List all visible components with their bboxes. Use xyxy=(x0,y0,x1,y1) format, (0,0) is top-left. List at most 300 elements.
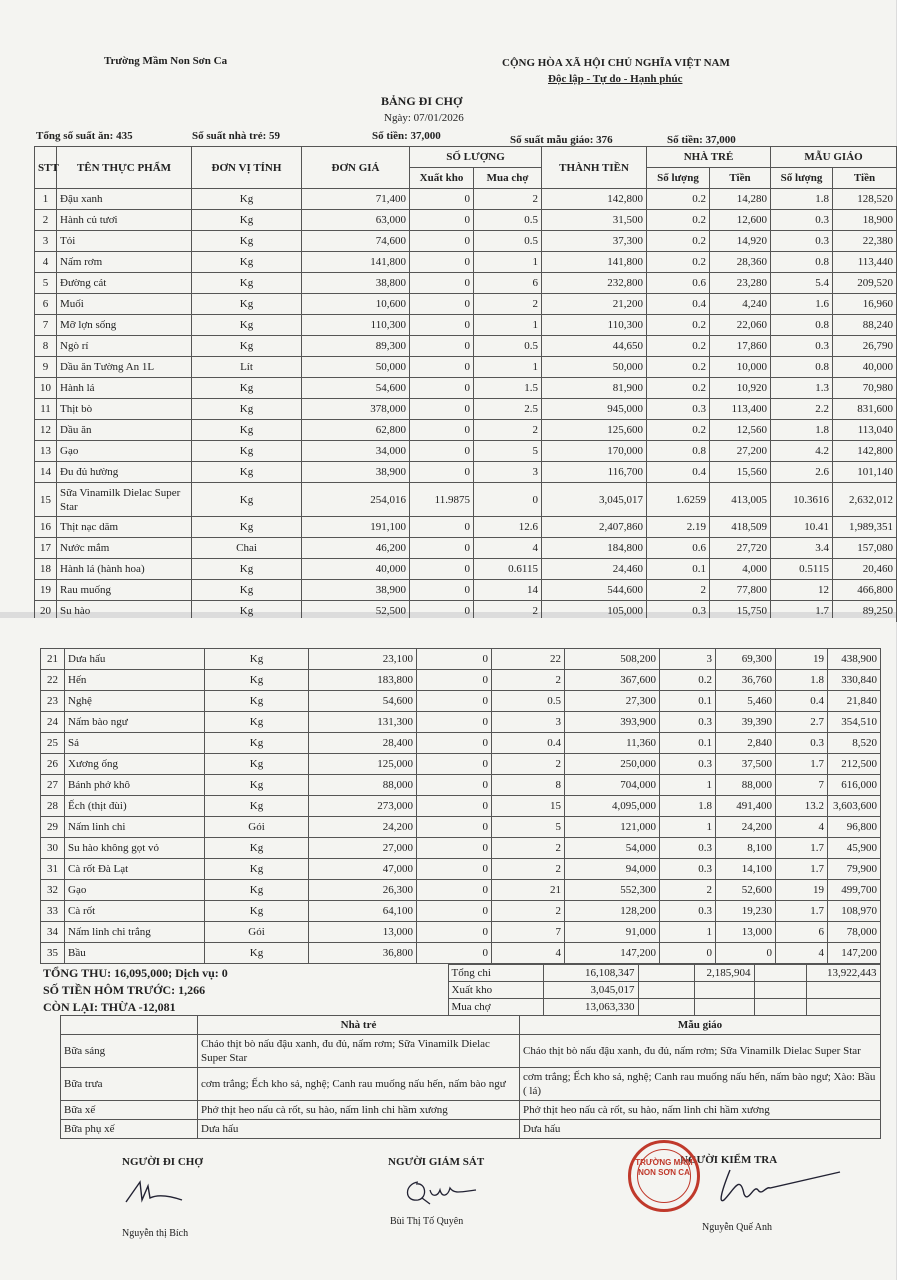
table-cell: 0.3 xyxy=(771,210,833,231)
table-cell: Nấm rơm xyxy=(57,252,192,273)
table-cell: 52,600 xyxy=(716,880,776,901)
table-cell: 0.3 xyxy=(647,601,710,622)
meal-name: Bữa sáng xyxy=(61,1035,198,1068)
table-cell: 354,510 xyxy=(828,712,881,733)
table-cell: 183,800 xyxy=(309,670,417,691)
col-kinder-qty: Số lượng xyxy=(771,168,833,189)
table-cell: 54,600 xyxy=(302,378,410,399)
table-cell: 16,960 xyxy=(833,294,897,315)
table-cell: 28,400 xyxy=(309,733,417,754)
table-cell: 0.2 xyxy=(647,336,710,357)
table-cell: 131,300 xyxy=(309,712,417,733)
table-cell: Kg xyxy=(192,601,302,622)
table-cell: Rau muống xyxy=(57,580,192,601)
school-stamp xyxy=(628,1140,700,1212)
table-cell: 2 xyxy=(492,754,565,775)
table-row xyxy=(41,880,881,901)
table-cell: Kg xyxy=(205,838,309,859)
col-stock: Xuất kho xyxy=(410,168,474,189)
table-cell: 367,600 xyxy=(565,670,660,691)
page-top xyxy=(0,0,896,617)
table-cell: Kg xyxy=(205,754,309,775)
table-cell: 19,230 xyxy=(716,901,776,922)
table-cell: 7 xyxy=(492,922,565,943)
table-cell: 2.7 xyxy=(776,712,828,733)
table-cell: Ngò rí xyxy=(57,336,192,357)
table-cell: 12,560 xyxy=(710,420,771,441)
table-cell: 2 xyxy=(492,670,565,691)
table-cell: 0 xyxy=(410,294,474,315)
table-cell: 3,045,017 xyxy=(542,483,647,517)
table-cell: 499,700 xyxy=(828,880,881,901)
table-row xyxy=(41,754,881,775)
table-cell: 0 xyxy=(410,231,474,252)
kinder-money: Số tiền: 37,000 xyxy=(667,134,736,146)
table-cell: 4 xyxy=(474,538,542,559)
table-cell: 8,100 xyxy=(716,838,776,859)
table-cell: 38,800 xyxy=(302,273,410,294)
table-cell: 1.7 xyxy=(776,901,828,922)
table-cell: Lít xyxy=(192,357,302,378)
table-cell: 1.5 xyxy=(474,378,542,399)
table-cell: 945,000 xyxy=(542,399,647,420)
table-cell: 6 xyxy=(474,273,542,294)
table-cell: 0.2 xyxy=(647,378,710,399)
table-cell: Mỡ lợn sống xyxy=(57,315,192,336)
table-cell: 40,000 xyxy=(302,559,410,580)
table-cell: 10.3616 xyxy=(771,483,833,517)
table-cell: 0 xyxy=(410,378,474,399)
table-cell: Thịt nạc dăm xyxy=(57,517,192,538)
table-cell: 1 xyxy=(660,817,716,838)
table-cell: 0 xyxy=(410,315,474,336)
table-cell: Hến xyxy=(65,670,205,691)
table-cell: Kg xyxy=(205,649,309,670)
table-cell: 393,900 xyxy=(565,712,660,733)
table-cell: 0.3 xyxy=(771,231,833,252)
table-cell: 0 xyxy=(417,691,492,712)
table-cell: Kg xyxy=(192,399,302,420)
table-cell: 1.7 xyxy=(776,838,828,859)
total-spent-label: Tổng chi xyxy=(448,965,543,982)
table-cell: 20 xyxy=(35,601,57,622)
table-cell: 0 xyxy=(417,775,492,796)
table-cell: 0.2 xyxy=(647,189,710,210)
table-cell: 13,000 xyxy=(309,922,417,943)
school-name: Trường Mầm Non Sơn Ca xyxy=(104,55,228,67)
table-cell: 44,650 xyxy=(542,336,647,357)
stock-out-label: Xuất kho xyxy=(448,982,543,999)
table-cell: 31,500 xyxy=(542,210,647,231)
table-cell: 0 xyxy=(417,859,492,880)
table-cell: 13,000 xyxy=(716,922,776,943)
table-cell: 704,000 xyxy=(565,775,660,796)
table-cell: 38,900 xyxy=(302,462,410,483)
table-cell: 1.6 xyxy=(771,294,833,315)
buyer-title: NGƯỜI ĐI CHỢ xyxy=(122,1156,203,1168)
menu-row xyxy=(61,1120,881,1139)
table-cell: 4 xyxy=(35,252,57,273)
table-cell: 27 xyxy=(41,775,65,796)
table-cell: 2,840 xyxy=(716,733,776,754)
table-cell: 0.1 xyxy=(660,691,716,712)
table-cell: 378,000 xyxy=(302,399,410,420)
table-cell: 0 xyxy=(410,273,474,294)
table-cell: 0 xyxy=(417,754,492,775)
table-cell: 147,200 xyxy=(565,943,660,964)
table-cell: 438,900 xyxy=(828,649,881,670)
table-cell: 0.1 xyxy=(647,559,710,580)
table-cell: 7 xyxy=(35,315,57,336)
table-cell: 24,460 xyxy=(542,559,647,580)
table-cell: 2 xyxy=(660,880,716,901)
table-cell: Chai xyxy=(192,538,302,559)
table-cell: Gạo xyxy=(65,880,205,901)
table-cell: 21,840 xyxy=(828,691,881,712)
meal-kinder: cơm trắng; Ếch kho sả, nghệ; Canh rau muống nấu hến, nấm bào ngư; Xào: Bầu ( lá) xyxy=(520,1068,881,1101)
table-cell: 52,500 xyxy=(302,601,410,622)
table-row xyxy=(35,580,897,601)
table-cell: 0 xyxy=(417,901,492,922)
meal-kinder: Dưa hấu xyxy=(520,1120,881,1139)
table-row xyxy=(35,378,897,399)
table-cell: 4 xyxy=(776,943,828,964)
table-cell: 0 xyxy=(410,420,474,441)
col-kinder-money: Tiền xyxy=(833,168,897,189)
table-cell: 2 xyxy=(35,210,57,231)
table-cell: 3 xyxy=(660,649,716,670)
table-cell: 616,000 xyxy=(828,775,881,796)
table-cell: 110,300 xyxy=(302,315,410,336)
table-cell: Kg xyxy=(205,859,309,880)
table-cell: 10.41 xyxy=(771,517,833,538)
table-cell: 0.6 xyxy=(647,538,710,559)
table-cell: 46,200 xyxy=(302,538,410,559)
table-header-row xyxy=(35,147,897,168)
table-cell: 17,860 xyxy=(710,336,771,357)
table-cell: 1 xyxy=(660,922,716,943)
table-cell: Kg xyxy=(192,462,302,483)
meal-nursery: Phở thịt heo nấu cà rốt, su hào, nấm linh chi hầm xương xyxy=(198,1101,520,1120)
table-cell: 0 xyxy=(417,922,492,943)
table-cell: 26,790 xyxy=(833,336,897,357)
table-cell: Kg xyxy=(192,378,302,399)
table-cell: 2.5 xyxy=(474,399,542,420)
table-cell: 113,440 xyxy=(833,252,897,273)
table-cell: 544,600 xyxy=(542,580,647,601)
table-cell: 466,800 xyxy=(833,580,897,601)
table-cell: 142,800 xyxy=(833,441,897,462)
supervisor-name: Bùi Thị Tố Quyên xyxy=(390,1216,464,1227)
table-cell: 1.8 xyxy=(660,796,716,817)
table-cell: Kg xyxy=(192,517,302,538)
table-cell: 232,800 xyxy=(542,273,647,294)
table-cell: 0.5 xyxy=(474,210,542,231)
table-cell: 0 xyxy=(410,559,474,580)
table-cell: 141,800 xyxy=(542,252,647,273)
table-cell: 0.4 xyxy=(776,691,828,712)
table-cell: 15 xyxy=(492,796,565,817)
table-cell: 12 xyxy=(35,420,57,441)
table-cell: 116,700 xyxy=(542,462,647,483)
total-spent-value: 16,108,347 xyxy=(543,965,638,982)
table-cell: 36,760 xyxy=(716,670,776,691)
table-cell: 0.2 xyxy=(647,315,710,336)
table-cell: 142,800 xyxy=(542,189,647,210)
menu-nursery-header: Nhà trẻ xyxy=(198,1016,520,1035)
table-cell: 37,500 xyxy=(716,754,776,775)
table-cell: 147,200 xyxy=(828,943,881,964)
total-nursery-value: 2,185,904 xyxy=(694,965,754,982)
table-cell: Kg xyxy=(192,483,302,517)
table-cell: 0.5 xyxy=(492,691,565,712)
table-cell: 3,603,600 xyxy=(828,796,881,817)
total-kinder-value: 13,922,443 xyxy=(806,965,880,982)
table-row xyxy=(35,420,897,441)
table-row xyxy=(41,796,881,817)
checker-title: NGƯỜI KIỂM TRA xyxy=(680,1154,778,1166)
table-cell: Đu đủ hường xyxy=(57,462,192,483)
table-cell: 11.9875 xyxy=(410,483,474,517)
table-cell: 0 xyxy=(410,210,474,231)
table-row xyxy=(41,901,881,922)
table-cell: 0.3 xyxy=(771,336,833,357)
table-cell: 0 xyxy=(417,817,492,838)
table-cell: 0.1 xyxy=(660,733,716,754)
table-cell: 34 xyxy=(41,922,65,943)
table-cell: 2.19 xyxy=(647,517,710,538)
col-name: TÊN THỰC PHẨM xyxy=(57,147,192,189)
table-cell: 4,000 xyxy=(710,559,771,580)
table-cell: Gói xyxy=(205,922,309,943)
table-cell: 330,840 xyxy=(828,670,881,691)
table-cell: 13.2 xyxy=(776,796,828,817)
table-cell: Bầu xyxy=(65,943,205,964)
table-cell: 24 xyxy=(41,712,65,733)
table-cell: 1 xyxy=(474,315,542,336)
table-cell: 28 xyxy=(41,796,65,817)
table-cell: 10,000 xyxy=(710,357,771,378)
table-cell: 2,632,012 xyxy=(833,483,897,517)
table-cell: Đường cát xyxy=(57,273,192,294)
table-cell: Kg xyxy=(192,294,302,315)
table-cell: 0.3 xyxy=(776,733,828,754)
food-table-1 xyxy=(34,146,897,622)
table-cell: 3 xyxy=(35,231,57,252)
table-cell: 8,520 xyxy=(828,733,881,754)
table-cell: 15,750 xyxy=(710,601,771,622)
table-cell: 0 xyxy=(660,943,716,964)
table-row xyxy=(35,189,897,210)
table-cell: 26,300 xyxy=(309,880,417,901)
table-cell: 31 xyxy=(41,859,65,880)
table-row xyxy=(35,483,897,517)
table-cell: 413,005 xyxy=(710,483,771,517)
table-cell: Nấm linh chi xyxy=(65,817,205,838)
table-cell: Kg xyxy=(205,775,309,796)
table-cell: 0 xyxy=(474,483,542,517)
table-cell: 19 xyxy=(35,580,57,601)
table-cell: 2 xyxy=(492,838,565,859)
table-cell: 54,000 xyxy=(565,838,660,859)
remaining-balance: CÒN LẠI: THỪA -12,081 xyxy=(43,999,176,1014)
table-cell: 0 xyxy=(410,517,474,538)
table-cell: 105,000 xyxy=(542,601,647,622)
table-cell: Kg xyxy=(192,580,302,601)
table-cell: Dầu ăn Tường An 1L xyxy=(57,357,192,378)
table-row xyxy=(41,691,881,712)
table-cell: 36,800 xyxy=(309,943,417,964)
table-cell: Kg xyxy=(192,420,302,441)
table-cell: 24,200 xyxy=(309,817,417,838)
table-cell: 64,100 xyxy=(309,901,417,922)
table-cell: 4 xyxy=(776,817,828,838)
total-meals: Tổng số suất ăn: 435 xyxy=(36,130,133,142)
table-cell: 108,970 xyxy=(828,901,881,922)
table-cell: 0.8 xyxy=(647,441,710,462)
table-cell: 113,400 xyxy=(710,399,771,420)
table-cell: 20,460 xyxy=(833,559,897,580)
document-date: Ngày: 07/01/2026 xyxy=(384,112,464,124)
table-row xyxy=(41,838,881,859)
nursery-meals: Số suất nhà trẻ: 59 xyxy=(192,130,281,142)
table-cell: 10,600 xyxy=(302,294,410,315)
table-cell: 2,407,860 xyxy=(542,517,647,538)
table-row xyxy=(41,817,881,838)
table-cell: 1.8 xyxy=(776,670,828,691)
table-cell: Hành lá xyxy=(57,378,192,399)
table-cell: 1.8 xyxy=(771,189,833,210)
table-cell: 273,000 xyxy=(309,796,417,817)
col-kinder: MẪU GIÁO xyxy=(771,147,897,168)
table-cell: Sả xyxy=(65,733,205,754)
table-cell: 16 xyxy=(35,517,57,538)
table-cell: Nước mắm xyxy=(57,538,192,559)
menu-row xyxy=(61,1101,881,1120)
table-cell: 45,900 xyxy=(828,838,881,859)
table-cell: 2 xyxy=(474,189,542,210)
menu-table xyxy=(60,1015,881,1139)
meal-name: Bữa phụ xế xyxy=(61,1120,198,1139)
table-cell: 0.4 xyxy=(492,733,565,754)
table-cell: 14 xyxy=(474,580,542,601)
table-cell: 0.3 xyxy=(660,859,716,880)
table-cell: 7 xyxy=(776,775,828,796)
col-total: THÀNH TIỀN xyxy=(542,147,647,189)
food-table-2 xyxy=(40,648,881,964)
table-cell: Gói xyxy=(205,817,309,838)
table-cell: 0.8 xyxy=(771,315,833,336)
table-cell: 0 xyxy=(417,796,492,817)
table-cell: 0.2 xyxy=(647,420,710,441)
table-cell: 3 xyxy=(492,712,565,733)
col-unit: ĐƠN VỊ TÍNH xyxy=(192,147,302,189)
table-cell: Gạo xyxy=(57,441,192,462)
table-cell: 30 xyxy=(41,838,65,859)
kinder-meals: Số suất mẫu giáo: 376 xyxy=(510,134,613,146)
table-cell: Kg xyxy=(205,691,309,712)
table-cell: 250,000 xyxy=(565,754,660,775)
table-cell: Bánh phở khô xyxy=(65,775,205,796)
table-cell: 0 xyxy=(410,357,474,378)
table-cell: 39,390 xyxy=(716,712,776,733)
table-cell: 23,280 xyxy=(710,273,771,294)
table-row xyxy=(35,336,897,357)
table-cell: 0 xyxy=(410,462,474,483)
table-cell: 0 xyxy=(417,838,492,859)
table-cell: 79,900 xyxy=(828,859,881,880)
table-cell: Nghệ xyxy=(65,691,205,712)
table-cell: 81,900 xyxy=(542,378,647,399)
table-cell: 0 xyxy=(410,601,474,622)
table-row xyxy=(41,670,881,691)
table-cell: 0 xyxy=(410,538,474,559)
table-cell: Kg xyxy=(205,712,309,733)
table-cell: 25 xyxy=(41,733,65,754)
col-buy: Mua chợ xyxy=(474,168,542,189)
table-cell: 22,060 xyxy=(710,315,771,336)
table-cell: 0.3 xyxy=(660,838,716,859)
col-nursery-qty: Số lượng xyxy=(647,168,710,189)
nursery-money: Số tiền: 37,000 xyxy=(372,130,441,142)
table-cell: 0.4 xyxy=(647,294,710,315)
table-cell: 0 xyxy=(417,943,492,964)
table-row xyxy=(35,315,897,336)
table-cell: 14,100 xyxy=(716,859,776,880)
menu-row xyxy=(61,1035,881,1068)
table-cell: 50,000 xyxy=(302,357,410,378)
table-cell: 0.3 xyxy=(660,712,716,733)
table-cell: 141,800 xyxy=(302,252,410,273)
menu-row xyxy=(61,1068,881,1101)
table-row xyxy=(35,399,897,420)
meal-kinder: Cháo thịt bò nấu đậu xanh, đu đủ, nấm rơm; Sữa Vinamilk Dielac Super Star xyxy=(520,1035,881,1068)
table-cell: 0.5 xyxy=(474,336,542,357)
table-cell: 23,100 xyxy=(309,649,417,670)
table-row xyxy=(35,294,897,315)
table-cell: 6 xyxy=(776,922,828,943)
table-cell: 23 xyxy=(41,691,65,712)
table-cell: Kg xyxy=(192,336,302,357)
table-cell: 110,300 xyxy=(542,315,647,336)
table-cell: Đậu xanh xyxy=(57,189,192,210)
table-cell: 8 xyxy=(35,336,57,357)
table-cell: 27,300 xyxy=(565,691,660,712)
table-cell: Sữa Vinamilk Dielac Super Star xyxy=(57,483,192,517)
table-row xyxy=(41,775,881,796)
table-cell: 1.7 xyxy=(776,754,828,775)
meal-kinder: Phở thịt heo nấu cà rốt, su hào, nấm linh chi hầm xương xyxy=(520,1101,881,1120)
table-row xyxy=(41,649,881,670)
national-motto: Độc lập - Tự do - Hạnh phúc xyxy=(548,73,683,85)
table-cell: 2 xyxy=(474,420,542,441)
table-cell: 69,300 xyxy=(716,649,776,670)
table-cell: 8 xyxy=(492,775,565,796)
table-cell: 2 xyxy=(474,294,542,315)
table-row xyxy=(35,559,897,580)
table-cell: 2 xyxy=(474,601,542,622)
table-cell: 5 xyxy=(35,273,57,294)
table-cell: 0.8 xyxy=(771,252,833,273)
table-cell: 37,300 xyxy=(542,231,647,252)
table-cell: 1 xyxy=(474,357,542,378)
table-row xyxy=(41,943,881,964)
table-cell: 2.6 xyxy=(771,462,833,483)
table-cell: 78,000 xyxy=(828,922,881,943)
col-stt: STT xyxy=(35,147,57,189)
table-cell: 28,360 xyxy=(710,252,771,273)
summary-table xyxy=(40,964,881,1016)
